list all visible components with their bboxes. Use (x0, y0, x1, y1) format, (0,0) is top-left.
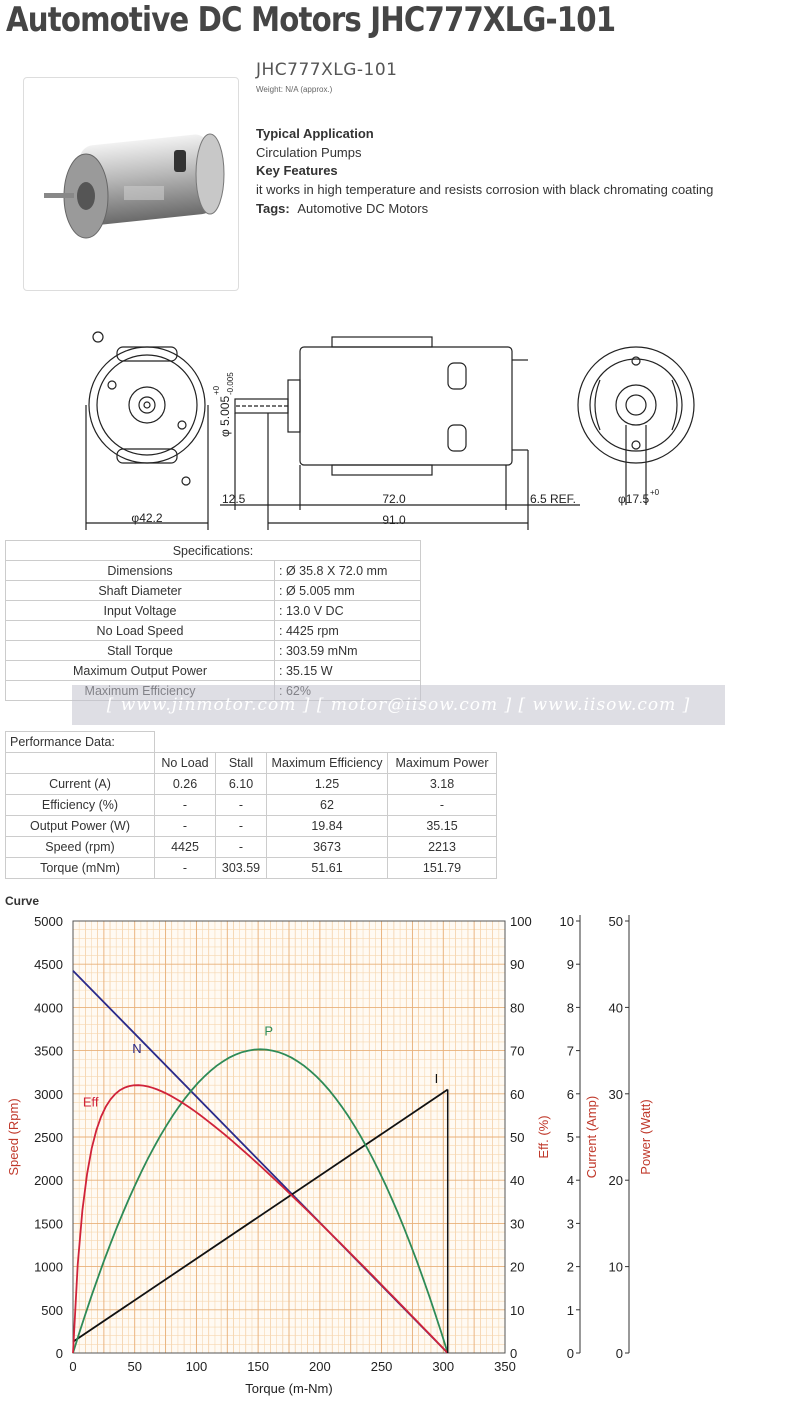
series-label-eff: Eff (82, 1094, 99, 1110)
y-tick-label-speed: 5000 (34, 914, 63, 929)
page-title: Automotive DC Motors JHC777XLG-101 (6, 0, 616, 40)
y-tick-label-power: 0 (615, 1346, 623, 1361)
y-tick-label-speed: 3500 (34, 1043, 63, 1059)
key-features-value: it works in high temperature and resists corrosion with black chromating coating (256, 182, 714, 197)
y-tick-label-speed: 4500 (34, 957, 63, 973)
spec-value: : 303.59 mNm (275, 641, 421, 661)
performance-curve-chart (0, 905, 801, 1410)
x-tick-label: 350 (494, 1359, 516, 1374)
spec-value: : Ø 5.005 mm (275, 581, 421, 601)
y-tick-label-speed: 4000 (34, 1000, 63, 1016)
table-row (6, 795, 497, 816)
y-tick-label-current: 2 (566, 1259, 574, 1275)
cell: 62 (267, 795, 388, 816)
typical-application-value: Circulation Pumps (256, 145, 362, 160)
row-label: Efficiency (%) (6, 795, 155, 816)
dim-91-0: 91.0 (382, 513, 406, 527)
side-view-body (300, 347, 512, 465)
cell: 19.84 (267, 816, 388, 837)
y-tick-label-speed: 1000 (34, 1259, 63, 1275)
column-header: Maximum Efficiency (267, 753, 388, 774)
y-tick-label-eff: 100 (510, 914, 532, 929)
cell: - (155, 795, 216, 816)
table-row (6, 858, 497, 879)
x-tick-label: 0 (69, 1359, 77, 1374)
y-tick-label-current: 4 (566, 1173, 574, 1189)
front-view-outline (89, 347, 205, 463)
cell: 151.79 (388, 858, 497, 879)
y-tick-label-current: 9 (566, 957, 574, 973)
series-label-n: N (132, 1040, 142, 1056)
dim-12-5: 12.5 (222, 492, 246, 506)
y-axis-label-speed: Speed (Rpm) (6, 1098, 21, 1176)
cell: - (216, 816, 267, 837)
spec-label: Stall Torque (6, 641, 275, 661)
y-tick-label-power: 10 (608, 1259, 623, 1275)
y-tick-label-eff: 50 (510, 1130, 525, 1145)
series-label-p: P (264, 1023, 273, 1039)
table-row (6, 641, 421, 661)
performance-table (5, 731, 497, 879)
y-tick-label-current: 5 (566, 1130, 574, 1145)
y-tick-label-current: 7 (566, 1043, 574, 1059)
table-row (6, 581, 421, 601)
tags-row (256, 201, 428, 216)
perf-header: Performance Data: (6, 732, 155, 753)
x-tick-label: 150 (247, 1359, 269, 1374)
motor-image (24, 78, 238, 290)
cell: 6.10 (216, 774, 267, 795)
y-tick-label-power: 20 (608, 1173, 623, 1189)
cell: 0.26 (155, 774, 216, 795)
x-tick-label: 200 (309, 1359, 331, 1374)
spec-value: : Ø 35.8 X 72.0 mm (275, 561, 421, 581)
dim-6-5-ref: 6.5 REF. (530, 492, 577, 506)
y-tick-label-speed: 500 (41, 1302, 63, 1318)
column-header: No Load (155, 753, 216, 774)
tags-label: Tags: (256, 201, 290, 216)
row-label: Current (A) (6, 774, 155, 795)
cell: 2213 (388, 837, 497, 858)
y-tick-label-eff: 60 (510, 1086, 525, 1102)
y-tick-label-power: 30 (608, 1086, 623, 1102)
x-tick-label: 100 (185, 1359, 208, 1374)
cell: - (388, 795, 497, 816)
table-header-row (6, 753, 497, 774)
cell: 51.61 (267, 858, 388, 879)
column-header: Maximum Power (388, 753, 497, 774)
dim-shaft-tol-bot: -0.005 (226, 372, 235, 395)
series-label-i: I (434, 1071, 439, 1087)
table-row (6, 661, 421, 681)
y-tick-label-current: 3 (566, 1216, 574, 1232)
cell: 35.15 (388, 816, 497, 837)
y-tick-label-power: 40 (608, 1000, 623, 1016)
y-tick-label-speed: 2000 (34, 1173, 63, 1189)
dim-shaft-tol-top: +0 (212, 385, 221, 395)
cell: 4425 (155, 837, 216, 858)
y-tick-label-eff: 20 (510, 1259, 525, 1275)
row-label: Torque (mNm) (6, 858, 155, 879)
ground-symbol-icon (93, 332, 103, 342)
spec-value: : 35.15 W (275, 661, 421, 681)
watermark-banner: [ www.jinmotor.com ] [ motor@iisow.com ] [ www.iisow.com ] (72, 685, 725, 725)
y-tick-label-speed: 2500 (34, 1130, 63, 1145)
y-tick-label-current: 0 (566, 1346, 574, 1361)
tag-link[interactable]: Automotive DC Motors (297, 201, 429, 216)
y-tick-label-eff: 30 (510, 1216, 525, 1232)
spec-value: : 13.0 V DC (275, 601, 421, 621)
y-tick-label-current: 1 (566, 1302, 574, 1318)
y-tick-label-eff: 40 (510, 1173, 525, 1189)
key-features-label: Key Features (256, 163, 338, 178)
cell: - (155, 858, 216, 879)
y-axis-label-current: Current (Amp) (584, 1095, 599, 1179)
y-tick-label-power: 50 (608, 914, 623, 929)
product-model: JHC777XLG-101 (256, 60, 398, 80)
table-row (6, 561, 421, 581)
y-tick-label-eff: 90 (510, 957, 525, 973)
x-tick-label: 300 (432, 1359, 455, 1374)
table-row (6, 601, 421, 621)
cell: 1.25 (267, 774, 388, 795)
table-row (6, 621, 421, 641)
cell: 3673 (267, 837, 388, 858)
dim-17-5: φ17.5 (618, 492, 650, 506)
y-tick-label-eff: 10 (510, 1302, 525, 1318)
spec-label: Shaft Diameter (6, 581, 275, 601)
specifications-table (5, 540, 421, 701)
technical-drawing (0, 305, 801, 535)
x-tick-label: 50 (127, 1359, 142, 1374)
table-row (6, 837, 497, 858)
typical-application-label: Typical Application (256, 126, 374, 141)
spec-value: : 4425 rpm (275, 621, 421, 641)
column-header: Stall (216, 753, 267, 774)
y-tick-label-current: 10 (559, 914, 574, 929)
x-axis-label: Torque (m-Nm) (245, 1381, 333, 1396)
cell: 3.18 (388, 774, 497, 795)
table-row (6, 816, 497, 837)
spec-label: Maximum Output Power (6, 661, 275, 681)
y-tick-label-eff: 70 (510, 1043, 525, 1059)
spec-header: Specifications: (6, 541, 421, 561)
dim-shaft: φ 5.005 (218, 395, 232, 437)
product-weight: Weight: N/A (approx.) (256, 85, 333, 94)
cell: 303.59 (216, 858, 267, 879)
spec-label: Input Voltage (6, 601, 275, 621)
y-tick-label-eff: 0 (510, 1346, 518, 1361)
curve-label: Curve (5, 894, 40, 908)
y-axis-label-power: Power (Watt) (638, 1099, 653, 1175)
dim-17-5-tol: +0 (650, 488, 660, 497)
y-tick-label-current: 6 (566, 1086, 574, 1102)
y-tick-label-speed: 3000 (34, 1086, 63, 1102)
y-tick-label-eff: 80 (510, 1000, 525, 1016)
x-tick-label: 250 (370, 1359, 393, 1374)
spec-label: No Load Speed (6, 621, 275, 641)
cell: - (216, 837, 267, 858)
spec-label: Dimensions (6, 561, 275, 581)
y-tick-label-speed: 1500 (34, 1216, 63, 1232)
product-photo[interactable] (23, 77, 239, 291)
row-label: Output Power (W) (6, 816, 155, 837)
y-axis-label-eff: Eff. (%) (536, 1115, 551, 1159)
dim-42-2: φ42.2 (131, 511, 163, 525)
cell: - (155, 816, 216, 837)
y-tick-label-speed: 0 (55, 1346, 63, 1361)
y-tick-label-current: 8 (566, 1000, 574, 1016)
cell: - (216, 795, 267, 816)
row-label: Speed (rpm) (6, 837, 155, 858)
table-row (6, 774, 497, 795)
dim-72-0: 72.0 (382, 492, 406, 506)
